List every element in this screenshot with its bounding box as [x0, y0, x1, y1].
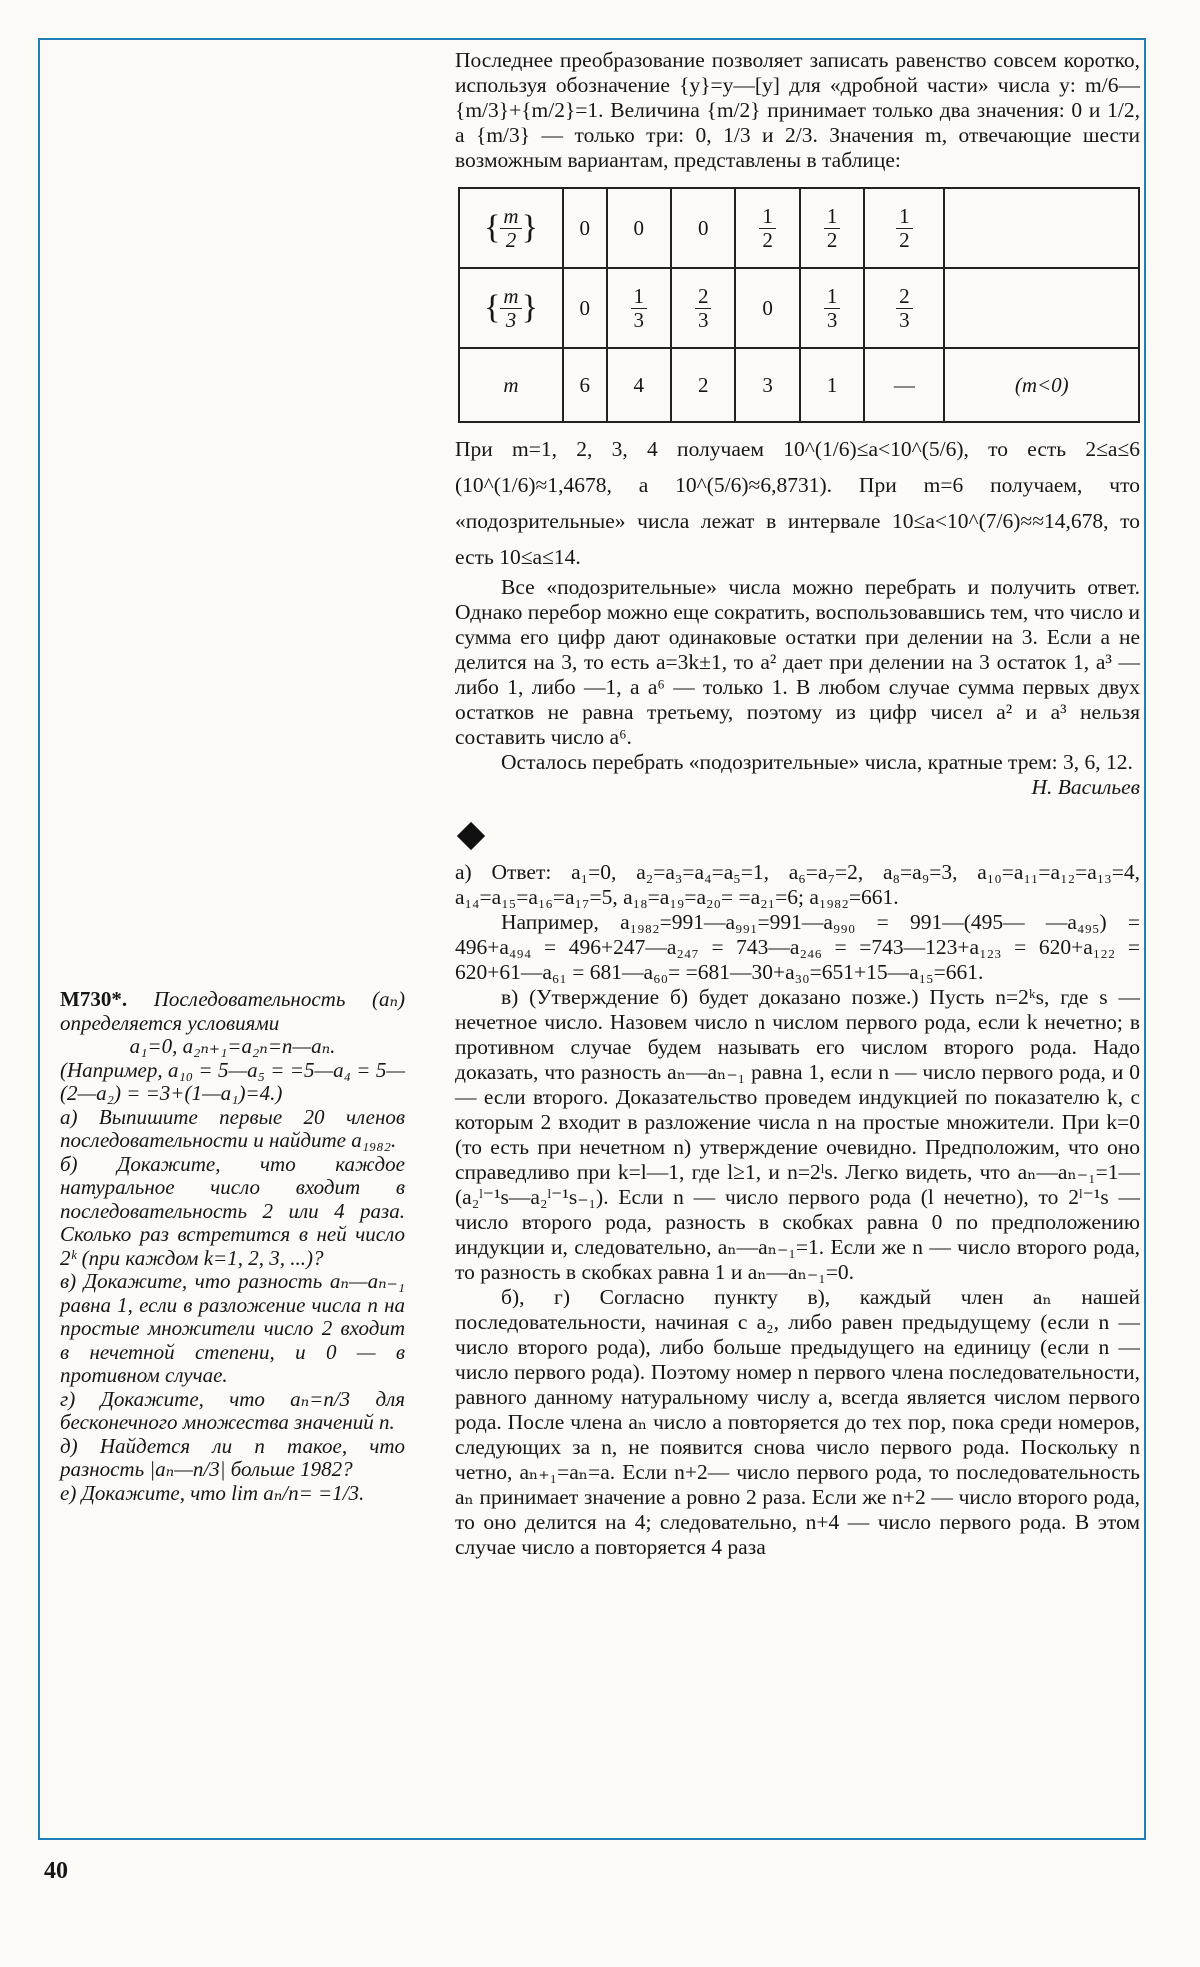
table-cell: $\frac{1}{2}$ — [735, 188, 799, 268]
author-signature: Н. Васильев — [1031, 775, 1140, 799]
problem-item-a: а) Выпишите первые 20 членов последовательности и найдите a₁₉₈₂. — [60, 1104, 405, 1152]
problem-column — [60, 988, 405, 1505]
table-cell: 3 — [735, 348, 799, 422]
answer-a-example: Например, a₁₉₈₂=991—a₉₉₁=991—a₉₉₀ = 991—(495— —a₄₉₅) = 496+a₄₉₄ = 496+247—a₂₄₇ = 743—a₂₄₆ = =743—123+a₁₂₃ = 620+a₁₂₂ = 620+61—a₆₁ = 681—a₆₀= =681—30+a₃₀=651+15—a₁₅=661. — [455, 910, 1140, 984]
table-cell: 0 — [735, 268, 799, 348]
table-cell: (m<0) — [944, 348, 1139, 422]
row-header-m2: { $\frac{m}{2}$ } — [459, 188, 563, 268]
table-cell — [944, 268, 1139, 348]
solution-para-check: Все «подозрительные» числа можно перебрать и получить ответ. Однако перебор можно еще сократить, воспользовавшись тем, что число и сумма его цифр дают одинаковые остатки при делении на 3. Если a не делится на 3, то есть a=3k±1, то a² дает при делении на 3 остаток 1, a³ — либо 1, либо —1, а a⁶ — только 1. В любом случае сумма первых двух остатков не равна третьему, поэтому из цифр чисел a² и a³ нельзя составить число a⁶. — [455, 575, 1140, 749]
problem-item-v: в) Докажите, что разность aₙ—aₙ₋₁ равна 1, если в разложение числа n на простые множители число 2 входит в нечетной степени, и 0 — в противном случае. — [60, 1269, 405, 1387]
table-cell: 0 — [563, 188, 607, 268]
fraction-table — [458, 187, 1140, 423]
table-cell: 0 — [563, 268, 607, 348]
table-row-m2 — [459, 188, 1139, 268]
table-cell: $\frac{1}{3}$ — [800, 268, 864, 348]
right-column — [455, 48, 1140, 1560]
row-header-m3: { $\frac{m}{3}$ } — [459, 268, 563, 348]
table-cell: — — [864, 348, 944, 422]
solution-para-interval: При m=1, 2, 3, 4 получаем 10^(1/6)≤a<10^(5/6), то есть 2≤a≤6 (10^(1/6)≈1,4678, а 10^(5/6)≈6,8731). При m=6 получаем, что «подозрительные» числа лежат в интервале 10≤a<10^(7/6)≈≈14,678, то есть 10≤a≤14. — [455, 437, 1140, 569]
table-cell: $\frac{2}{3}$ — [671, 268, 735, 348]
table-cell: 1 — [800, 348, 864, 422]
table-cell: $\frac{2}{3}$ — [864, 268, 944, 348]
table-row-m — [459, 348, 1139, 422]
problem-line: (Например, a₁₀ = 5—a₅ = =5—a₄ = 5—(2—a₂) = =3+(1—a₁)=4.) — [60, 1057, 405, 1105]
proof-b-g: б), г) Согласно пункту в), каждый член aₙ нашей последовательности, начиная с a₂, либо равен предыдущему (если n — число второго рода), либо больше предыдущего на единицу (если n — число первого рода). Поэтому номер n первого члена последовательности, равного данному натуральному числу a, всегда является числом первого рода. После члена aₙ число a повторяется до тех пор, пока среди номеров, следующих за n, не появится снова число первого рода. Поскольку n четно, aₙ₊₁=aₙ=a. Если n+2— число первого рода, то последовательность aₙ принимает значение a ровно 2 раза. Если же n+2 — число второго рода, то оно делится на 4; следовательно, n+4 — число первого рода. В этом случае число a повторяется 4 раза — [455, 1285, 1140, 1559]
problem-item-e: е) Докажите, что lim aₙ/n= =1/3. — [60, 1480, 365, 1505]
table-row-m3 — [459, 268, 1139, 348]
proof-v: в) (Утверждение б) будет доказано позже.) Пусть n=2ᵏs, где s — нечетное число. Назовем число n числом первого рода, если k нечетно; в противном случае будем называть его числом второго рода. Надо доказать, что разность aₙ—aₙ₋₁ равна 1, если n — число первого рода, и 0 — если второго. Доказательство проведем индукцией по показателю k, с которым 2 входит в разложение числа n на простые множители. При k=0 (то есть при нечетном n) утверждение очевидно. Предположим, что оно справедливо при k=l—1, где l≥1, и n=2ˡs. Легко видеть, что aₙ—aₙ₋₁=1—(a₂ˡ⁻¹s—a₂ˡ⁻¹s₋₁). Если n — число первого рода (l нечетно), то 2ˡ⁻¹s — число второго рода, разность в скобках равна 0 по предположению индукции и, следовательно, aₙ—aₙ₋₁=1. Если же n — число второго рода, то разность в скобках равна 1 и aₙ—aₙ₋₁=0. — [455, 985, 1140, 1284]
table-cell: 6 — [563, 348, 607, 422]
table-cell: $\frac{1}{2}$ — [864, 188, 944, 268]
answer-a: а) Ответ: a₁=0, a₂=a₃=a₄=a₅=1, a₆=a₇=2, a₈=a₉=3, a₁₀=a₁₁=a₁₂=a₁₃=4, a₁₄=a₁₅=a₁₆=a₁₇=5, a₁₈=a₁₉=a₂₀= =a₂₁=6; a₁₉₈₂=661. — [455, 860, 1140, 909]
table-cell: 0 — [671, 188, 735, 268]
problem-header — [60, 988, 405, 1035]
table-cell: 0 — [607, 188, 671, 268]
row-header-m: m — [459, 348, 563, 422]
problem-item-g: г) Докажите, что aₙ=n/3 для бесконечного множества значений n. — [60, 1386, 405, 1434]
solution-intro: Последнее преобразование позволяет записать равенство совсем коротко, используя обозначение {y}=y—[y] для «дробной части» числа y: m/6—{m/3}+{m/2}=1. Величина {m/2} принимает только два значения: 0 и 1/2, а {m/3} — только три: 0, 1/3 и 2/3. Значения m, отвечающие шести возможным вариантам, представлены в таблице: — [455, 48, 1140, 172]
diamond-icon — [457, 822, 485, 850]
problem-item-d: д) Найдется ли n такое, что разность |aₙ—n/3| больше 1982? — [60, 1433, 405, 1481]
table-cell — [944, 188, 1139, 268]
problem-line: a₁=0, a₂ₙ₊₁=a₂ₙ=n—aₙ. — [129, 1034, 336, 1058]
problem-line: Последовательность (aₙ) определяется условиями — [60, 987, 405, 1035]
table-cell: $\frac{1}{3}$ — [607, 268, 671, 348]
solution-para-conclusion: Осталось перебрать «подозрительные» числа, кратные трем: 3, 6, 12. — [501, 750, 1133, 774]
problem-item-b: б) Докажите, что каждое натуральное число входит в последовательность 2 или 4 раза. Сколько раз встретится в ней число 2ᵏ (при каждом k=1, 2, 3, ...)? — [60, 1151, 405, 1270]
table-cell: $\frac{1}{2}$ — [800, 188, 864, 268]
table-cell: 2 — [671, 348, 735, 422]
problem-id: M730*. — [60, 987, 128, 1011]
page-number: 40 — [44, 1858, 68, 1884]
table-cell: 4 — [607, 348, 671, 422]
